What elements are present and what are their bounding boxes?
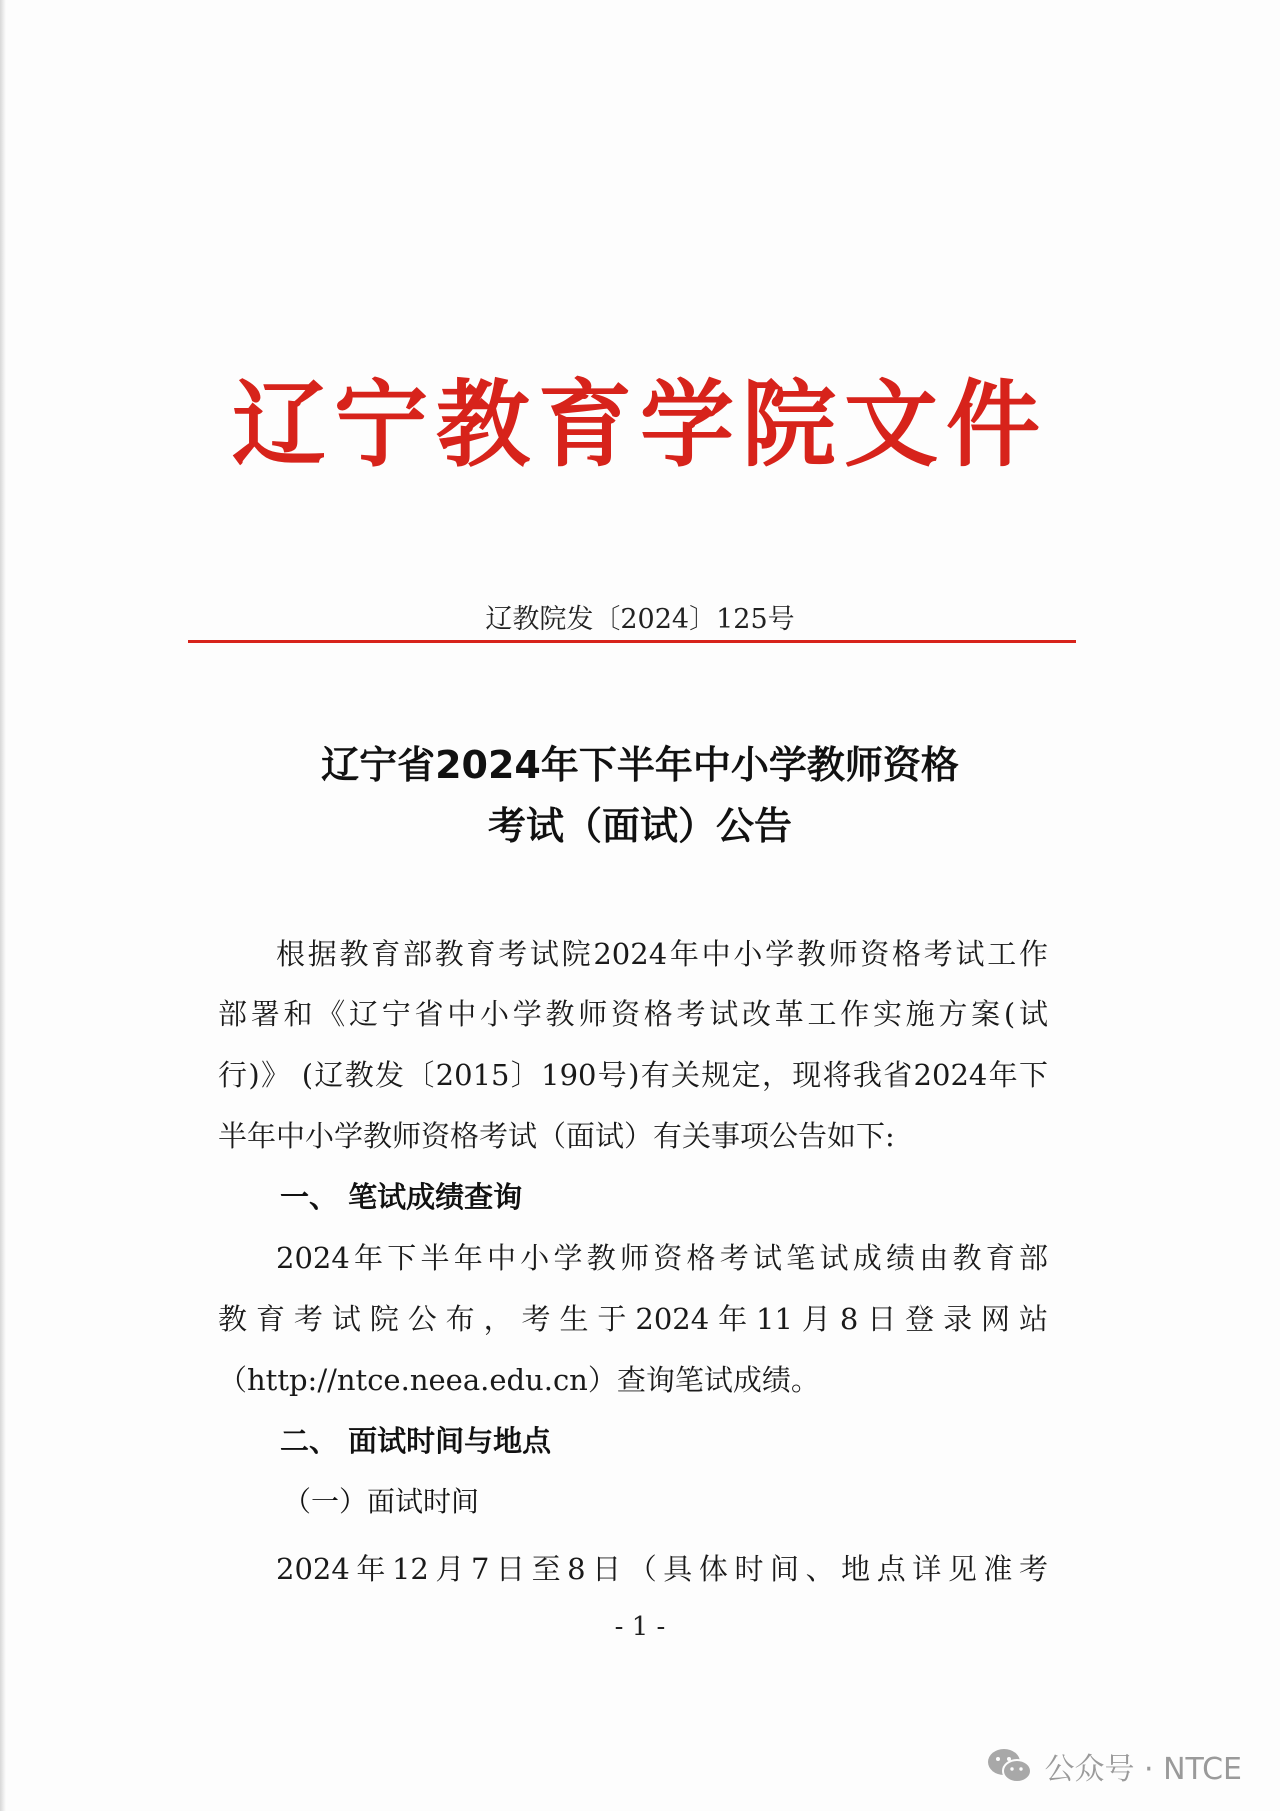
subsection-heading-interview-time: （一）面试时间 bbox=[283, 1485, 480, 1518]
letterhead-red-rule bbox=[188, 640, 1076, 643]
notice-title-line-2: 考试（面试）公告 bbox=[487, 804, 792, 848]
document-number: 辽教院发〔2024〕125号 bbox=[485, 604, 795, 635]
letterhead-title: 辽宁教育学院文件 bbox=[231, 370, 1048, 480]
body-line: （http://ntce.neea.edu.cn）查询笔试成绩。 bbox=[218, 1363, 820, 1397]
notice-title-line-1: 辽宁省2024年下半年中小学教师资格 bbox=[321, 743, 959, 787]
body-line: 部署和《辽宁省中小学教师资格考试改革工作实施方案(试 bbox=[218, 997, 1048, 1031]
section-heading-interview-time-place: 二、 面试时间与地点 bbox=[280, 1424, 552, 1458]
body-line: 2024年下半年中小学教师资格考试笔试成绩由教育部 bbox=[276, 1241, 1048, 1275]
watermark bbox=[986, 1744, 1242, 1788]
section-heading-score-query: 一、 笔试成绩查询 bbox=[280, 1180, 523, 1214]
body-line: 教育考试院公布，考生于2024年11月8日登录网站 bbox=[218, 1302, 1048, 1336]
body-line: 行)》 (辽教发〔2015〕190号)有关规定，现将我省2024年下 bbox=[218, 1058, 1048, 1092]
body-line: 2024年12月7日至8日（具体时间、地点详见准考 bbox=[276, 1552, 1048, 1586]
body-line: 半年中小学教师资格考试（面试）有关事项公告如下: bbox=[218, 1119, 895, 1153]
body-line: 根据教育部教育考试院2024年中小学教师资格考试工作 bbox=[276, 937, 1048, 971]
watermark-text: 公众号 · NTCE bbox=[1044, 1752, 1242, 1787]
page-number: - 1 - bbox=[614, 1612, 666, 1642]
scan-edge-shadow bbox=[0, 0, 6, 1811]
wechat-icon bbox=[986, 1746, 1034, 1786]
